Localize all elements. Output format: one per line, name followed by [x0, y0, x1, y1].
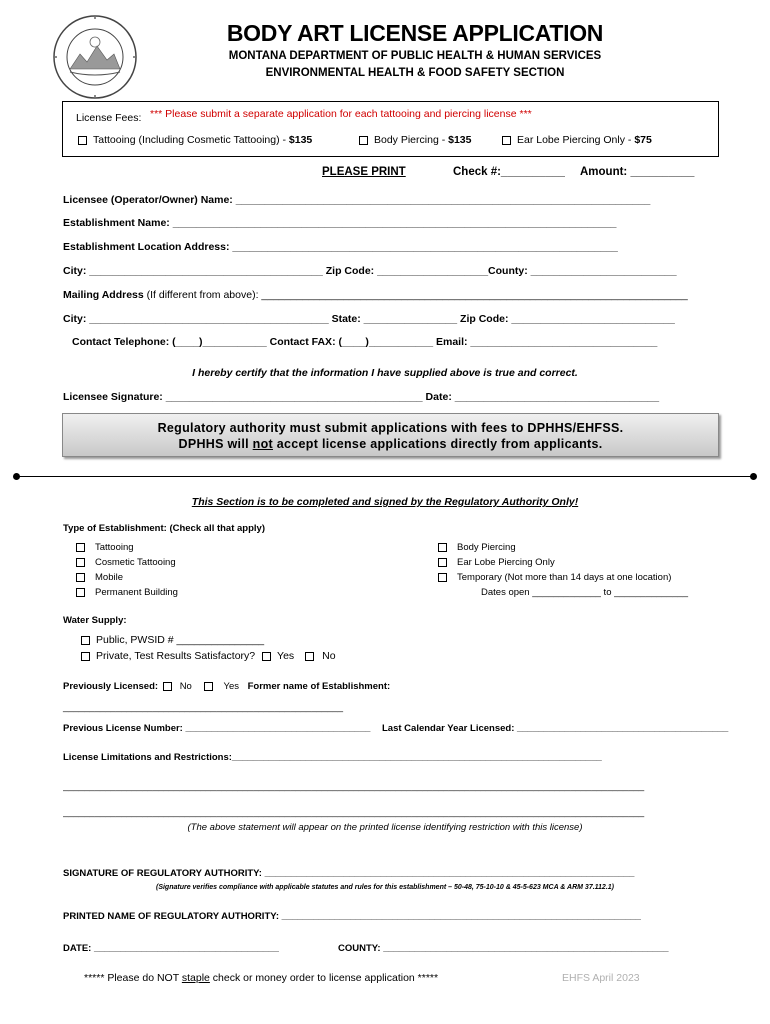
divider-dot-left — [13, 473, 20, 480]
staple-notice-c: check or money order to license application ***** — [209, 972, 439, 984]
divider-dot-right — [750, 473, 757, 480]
previous-license-number-field[interactable]: Previous License Number: ___________________________________ — [63, 723, 371, 734]
previously-licensed-no-checkbox[interactable] — [163, 682, 172, 691]
left-type-list — [76, 542, 178, 602]
check-number-field[interactable]: Check #:__________ — [453, 166, 565, 178]
fee-option-body-piercing-price: $135 — [448, 134, 472, 146]
type-option-label: Temporary (Not more than 14 days at one location) — [457, 572, 672, 583]
type-option[interactable] — [438, 542, 688, 557]
type-option-label: Permanent Building — [95, 587, 178, 598]
type-option[interactable] — [76, 572, 178, 587]
city-zip-county-field[interactable]: City: ________________________________________ Zip Code: ___________________County: _________________________ — [63, 265, 677, 277]
type-option-label: Tattooing — [95, 542, 134, 553]
type-option[interactable] — [438, 572, 688, 587]
type-option[interactable] — [76, 542, 178, 557]
previously-licensed-no-label: No — [179, 681, 192, 692]
type-option-label: Body Piercing — [457, 542, 516, 553]
fee-option-ear-lobe-price: $75 — [634, 134, 652, 146]
type-option[interactable] — [76, 587, 178, 602]
water-private-label: Private, Test Results Satisfactory? — [96, 650, 256, 662]
fees-label: License Fees: — [76, 112, 142, 124]
type-checkbox[interactable] — [438, 573, 447, 582]
certification-statement: I hereby certify that the information I have supplied above is true and correct. — [192, 367, 578, 379]
former-name-field[interactable]: _____________________________________________________ — [63, 702, 344, 713]
section-divider — [16, 476, 754, 477]
previously-licensed-row — [63, 681, 390, 692]
notice-line-2-a: DPHHS will — [178, 437, 253, 451]
limitations-line-1[interactable]: ______________________________________________________________________________________________________________ — [63, 781, 645, 792]
amount-field[interactable]: Amount: __________ — [580, 166, 695, 178]
type-option-label: Ear Lobe Piercing Only — [457, 557, 555, 568]
regulatory-date-field[interactable]: DATE: ___________________________________ — [63, 943, 279, 954]
establishment-address-field[interactable]: Establishment Location Address: __________________________________________________________________ — [63, 241, 618, 253]
county-field[interactable]: COUNTY: ______________________________________________________ — [338, 943, 669, 954]
notice-line-2 — [62, 437, 719, 451]
license-limitations-field[interactable]: License Limitations and Restrictions:______________________________________________________________________ — [63, 752, 602, 763]
licensee-name-field[interactable]: Licensee (Operator/Owner) Name: _______________________________________________________________________ — [63, 194, 651, 206]
fees-note: *** Please submit a separate application for each tattooing and piercing license *** — [150, 108, 532, 120]
section-name: ENVIRONMENTAL HEALTH & FOOD SAFETY SECTION — [265, 67, 565, 79]
regulatory-signature-field[interactable]: SIGNATURE OF REGULATORY AUTHORITY: ______________________________________________________________________ — [63, 868, 635, 879]
regulatory-section-title: This Section is to be completed and signed by the Regulatory Authority Only! — [191, 496, 579, 508]
type-checkbox[interactable] — [76, 588, 85, 597]
staple-notice-a: ***** Please do NOT — [84, 972, 182, 984]
notice-line-2-c: accept license applications directly from applicants. — [273, 437, 603, 451]
staple-notice-staple: staple — [181, 972, 210, 984]
licensee-signature-field[interactable]: Licensee Signature: ____________________________________________ Date: ___________________________________ — [63, 391, 660, 403]
water-no-checkbox[interactable] — [305, 652, 314, 661]
type-checkbox[interactable] — [438, 558, 447, 567]
water-private-checkbox[interactable] — [81, 652, 90, 661]
limitations-note: (The above statement will appear on the printed license identifying restriction with this license) — [187, 822, 583, 833]
former-name-label: Former name of Establishment: — [247, 681, 391, 692]
water-yes-label: Yes — [277, 650, 295, 662]
mailing-address-label: Mailing Address — [63, 289, 144, 301]
water-yes-checkbox[interactable] — [262, 652, 271, 661]
previously-licensed-label: Previously Licensed: — [63, 681, 159, 692]
body-piercing-checkbox[interactable] — [359, 136, 368, 145]
water-public-option[interactable] — [81, 634, 264, 646]
printed-name-field[interactable]: PRINTED NAME OF REGULATORY AUTHORITY: ____________________________________________________________________ — [63, 911, 641, 922]
notice-line-1: Regulatory authority must submit applications with fees to DPHHS/EHFSS. — [157, 421, 624, 435]
fee-option-body-piercing[interactable] — [359, 134, 471, 146]
page-title: BODY ART LICENSE APPLICATION — [226, 20, 604, 46]
please-print-label: PLEASE PRINT — [322, 166, 406, 178]
fee-option-ear-lobe[interactable] — [502, 134, 652, 146]
signature-compliance-note: (Signature verifies compliance with applicable statutes and rules for this establishment – 50-48, 75-10-10 & 45-5-623 MCA & ARM 37.112.1) — [155, 884, 614, 891]
fee-option-tattooing[interactable] — [78, 134, 312, 146]
type-option[interactable] — [438, 557, 688, 572]
type-option-label: Mobile — [95, 572, 123, 583]
water-public-label: Public, PWSID # _______________ — [96, 634, 265, 646]
establishment-name-field[interactable]: Establishment Name: ____________________________________________________________________________ — [63, 217, 617, 229]
city-state-zip-field[interactable]: City: _________________________________________ State: ________________ Zip Code: ____________________________ — [63, 313, 675, 325]
right-type-list — [438, 542, 688, 602]
water-private-option[interactable] — [81, 650, 336, 662]
type-option-label: Cosmetic Tattooing — [95, 557, 176, 568]
fee-option-ear-lobe-text: Ear Lobe Piercing Only - — [517, 134, 635, 146]
contact-field[interactable]: Contact Telephone: (____)___________ Contact FAX: (____)___________ Email: ________________________________ — [72, 336, 658, 348]
notice-line-2-not: not — [252, 437, 273, 451]
mailing-address-field[interactable] — [63, 289, 719, 301]
type-checkbox[interactable] — [76, 543, 85, 552]
fee-option-tattooing-price: $135 — [288, 134, 313, 146]
type-checkbox[interactable] — [76, 573, 85, 582]
type-option[interactable] — [76, 557, 178, 572]
last-year-licensed-field[interactable]: Last Calendar Year Licensed: ________________________________________ — [382, 723, 729, 734]
staple-notice — [84, 972, 438, 984]
water-supply-label: Water Supply: — [63, 615, 127, 626]
mailing-address-rest: (If different from above): _________________________________________________________________________ — [143, 289, 688, 301]
limitations-line-2[interactable]: ______________________________________________________________________________________________________________ — [63, 807, 645, 818]
water-public-checkbox[interactable] — [81, 636, 90, 645]
previously-licensed-yes-checkbox[interactable] — [204, 682, 213, 691]
type-checkbox[interactable] — [76, 558, 85, 567]
fee-option-body-piercing-text: Body Piercing - — [374, 134, 449, 146]
dates-open-field[interactable]: Dates open _____________ to ______________ — [481, 587, 689, 598]
department-name: MONTANA DEPARTMENT OF PUBLIC HEALTH & HUMAN SERVICES — [228, 50, 602, 62]
fee-option-tattooing-text: Tattooing (Including Cosmetic Tattooing) - — [93, 134, 289, 146]
form-version: EHFS April 2023 — [562, 972, 640, 984]
type-of-establishment-label: Type of Establishment: (Check all that apply) — [63, 523, 265, 534]
water-no-label: No — [322, 650, 336, 662]
previously-licensed-yes-label: Yes — [223, 681, 239, 692]
tattooing-checkbox[interactable] — [78, 136, 87, 145]
ear-lobe-checkbox[interactable] — [502, 136, 511, 145]
type-checkbox[interactable] — [438, 543, 447, 552]
